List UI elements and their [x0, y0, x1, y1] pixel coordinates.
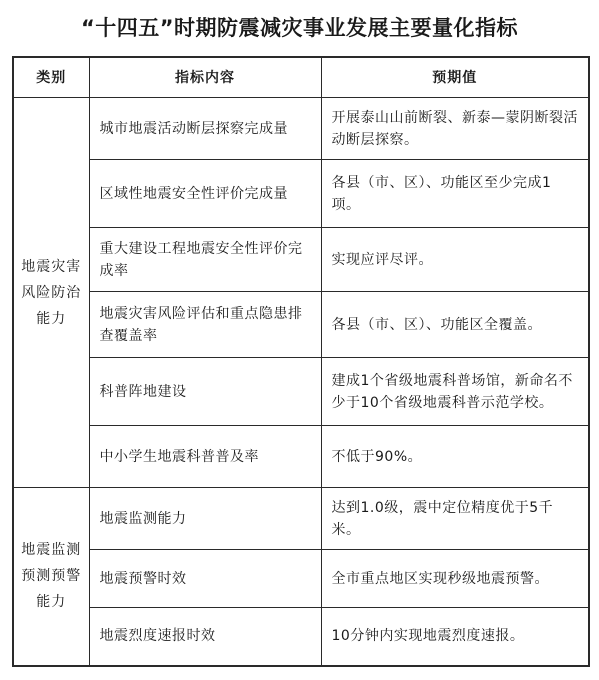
table-row — [13, 160, 589, 228]
document-title: “十四五”时期防震减灾事业发展主要量化指标 — [80, 16, 519, 40]
indicator-cell: 中小学生地震科普普及率 — [89, 426, 321, 488]
indicator-cell: 科普阵地建设 — [89, 358, 321, 426]
indicator-cell: 城市地震活动断层探察完成量 — [89, 98, 321, 160]
table-row — [13, 292, 589, 358]
category-cell-monitoring-warning: 地震监测预测预警能力 — [13, 488, 89, 666]
expected-cell: 达到1.0级，震中定位精度优于5千米。 — [321, 488, 589, 550]
indicator-cell: 地震灾害风险评估和重点隐患排查覆盖率 — [89, 292, 321, 358]
indicator-cell: 重大建设工程地震安全性评价完成率 — [89, 228, 321, 292]
table-header-row — [13, 57, 589, 98]
table-row — [13, 550, 589, 608]
header-category: 类别 — [13, 57, 89, 98]
category-cell-risk-prevention: 地震灾害风险防治能力 — [13, 98, 89, 488]
table-row — [13, 488, 589, 550]
expected-cell: 全市重点地区实现秒级地震预警。 — [321, 550, 589, 608]
expected-cell: 开展泰山山前断裂、新泰—蒙阴断裂活动断层探察。 — [321, 98, 589, 160]
indicator-cell: 地震监测能力 — [89, 488, 321, 550]
table-row — [13, 608, 589, 666]
table-row — [13, 358, 589, 426]
indicator-cell: 区域性地震安全性评价完成量 — [89, 160, 321, 228]
indicator-cell: 地震预警时效 — [89, 550, 321, 608]
expected-cell: 不低于90%。 — [321, 426, 589, 488]
expected-cell: 实现应评尽评。 — [321, 228, 589, 292]
table-row — [13, 98, 589, 160]
indicator-cell: 地震烈度速报时效 — [89, 608, 321, 666]
expected-cell: 各县（市、区）、功能区全覆盖。 — [321, 292, 589, 358]
expected-cell: 建成1个省级地震科普场馆，新命名不少于10个省级地震科普示范学校。 — [321, 358, 589, 426]
table-row — [13, 426, 589, 488]
expected-cell: 10分钟内实现地震烈度速报。 — [321, 608, 589, 666]
header-indicator: 指标内容 — [89, 57, 321, 98]
header-expected: 预期值 — [321, 57, 589, 98]
table-row — [13, 228, 589, 292]
indicator-table — [12, 56, 590, 667]
expected-cell: 各县（市、区）、功能区至少完成1项。 — [321, 160, 589, 228]
